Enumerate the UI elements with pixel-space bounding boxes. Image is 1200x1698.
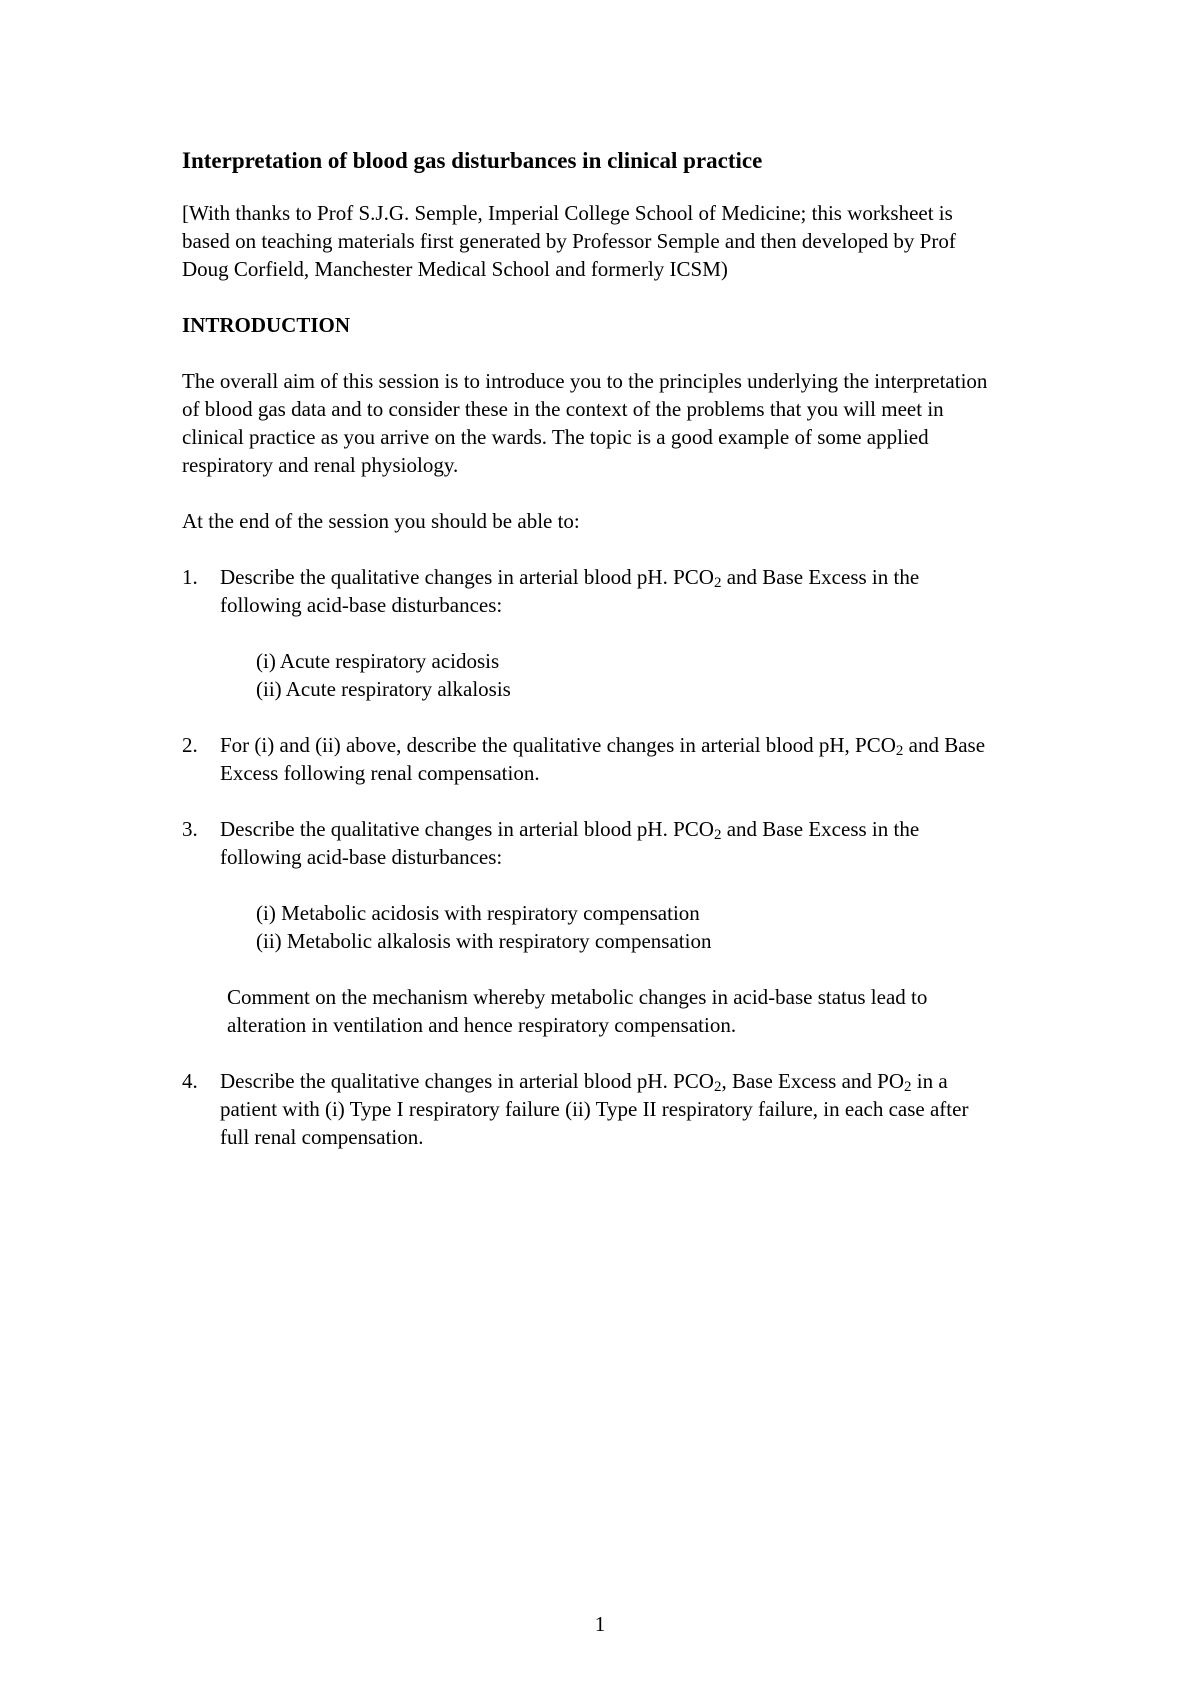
objective-number: 4. (182, 1069, 198, 1093)
objective-text (220, 815, 1002, 871)
objective-number: 2. (182, 733, 198, 757)
page-number: 1 (594, 1612, 606, 1636)
subscript: 2 (713, 575, 722, 591)
subscript: 2 (904, 1079, 912, 1095)
objective-item-2 (182, 731, 1002, 787)
objective-sublist (256, 647, 1002, 703)
objective-number: 1. (182, 565, 198, 589)
acknowledgement-paragraph: [With thanks to Prof S.J.G. Semple, Imperial College School of Medicine; this worksheet is based on teaching materials first generated by Professor Semple and then developed by Prof Doug Corfield, Manchester Medical School and formerly ICSM) (182, 201, 956, 281)
subscript: 2 (713, 827, 722, 843)
objective-item-1 (182, 563, 1002, 703)
document-title: Interpretation of blood gas disturbances in clinical practice (182, 148, 763, 173)
objective-text (220, 731, 1002, 787)
objective-item-4 (182, 1067, 1002, 1151)
subscript: 2 (713, 1079, 722, 1095)
sublist-item: (i) Acute respiratory acidosis (256, 649, 500, 673)
objective-text-part: and Base Excess following renal compensation. (220, 733, 986, 785)
sublist-item: (ii) Acute respiratory alkalosis (256, 677, 511, 701)
objective-text-part: For (i) and (ii) above, describe the qualitative changes in arterial blood pH, PCO (220, 733, 896, 757)
objective-number: 3. (182, 817, 198, 841)
introduction-paragraph: The overall aim of this session is to introduce you to the principles underlying the interpretation of blood gas data and to consider these in the context of the problems that you will meet in clinical practice as you arrive on the wards. The topic is a good example of some applied respiratory and renal physiology. (182, 369, 988, 477)
objective-text (220, 563, 1002, 619)
objective-text-part: and Base Excess in the following acid-base disturbances: (220, 565, 920, 617)
objective-text-part: , Base Excess and PO (721, 1069, 905, 1093)
sublist-item: (i) Metabolic acidosis with respiratory compensation (256, 901, 700, 925)
objective-comment: Comment on the mechanism whereby metabolic changes in acid-base status lead to alteration in ventilation and hence respiratory compensation. (227, 985, 928, 1037)
document-body (182, 146, 1002, 1179)
objectives-lead: At the end of the session you should be able to: (182, 509, 580, 533)
objective-text-part: Describe the qualitative changes in arterial blood pH. PCO (220, 565, 714, 589)
sublist-item: (ii) Metabolic alkalosis with respiratory compensation (256, 929, 712, 953)
section-heading-introduction: INTRODUCTION (182, 313, 351, 337)
objective-text-part: in a patient with (i) Type I respiratory failure (ii) Type II respiratory failure, in each case after full renal compensation. (220, 1069, 969, 1149)
objective-text-part: Describe the qualitative changes in arterial blood pH. PCO (220, 817, 714, 841)
objective-text (220, 1067, 1002, 1151)
objective-text-part: Describe the qualitative changes in arterial blood pH. PCO (220, 1069, 714, 1093)
subscript: 2 (895, 743, 904, 759)
objective-item-3 (182, 815, 1002, 1039)
objective-text-part: and Base Excess in the following acid-base disturbances: (220, 817, 920, 869)
objective-sublist (256, 899, 1002, 955)
